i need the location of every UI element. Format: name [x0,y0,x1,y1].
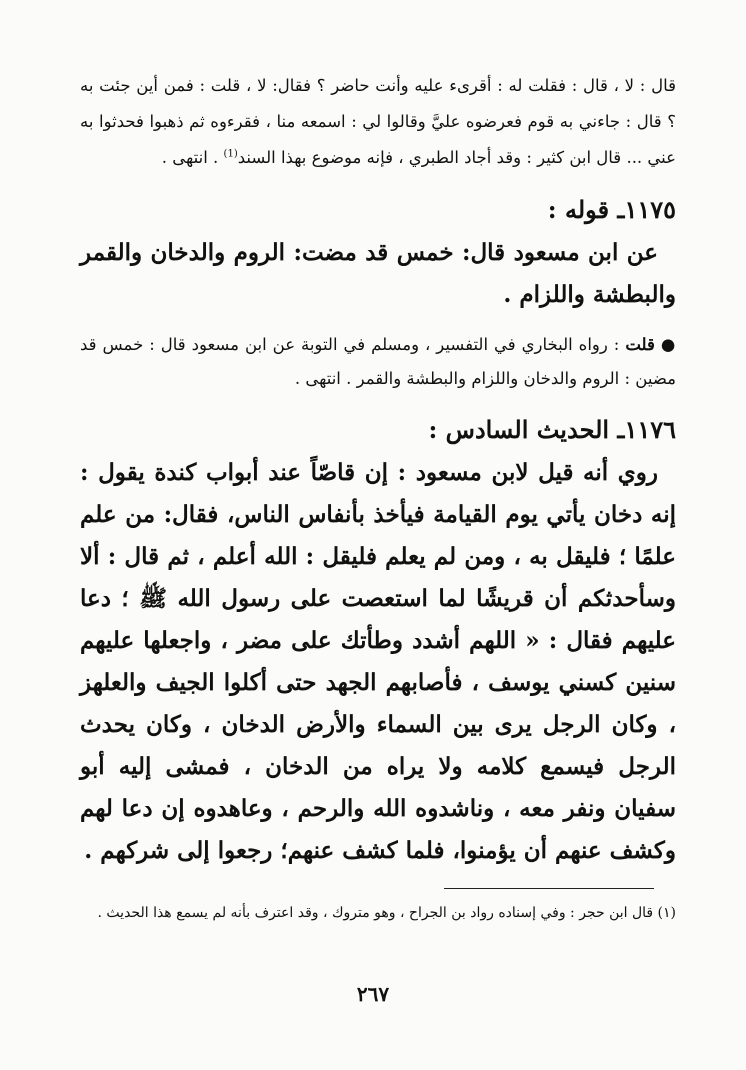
footnote: (١) قال ابن حجر : وفي إسناده رواد بن الجراح ، وهو متروك ، وقد اعترف بأنه لم يسمع هذا الحديث . [97,905,676,921]
section-1175-text: عن ابن مسعود قال: خمس قد مضت: الروم والدخان والقمر والبطشة واللزام . [80,239,676,308]
footnote-divider [444,888,654,889]
note-label: قلت [625,335,655,354]
section-1175-heading: ١١٧٥ـ قوله : [547,195,676,224]
section-1176-heading: ١١٧٦ـ الحديث السادس : [428,415,676,444]
section-1175-note [80,328,676,396]
intro-end: . انتهى . [161,148,224,167]
footnote-marker: (1) [223,148,238,160]
section-1176-text: روي أنه قيل لابن مسعود : إن قاصّاً عند أبواب كندة يقول : إنه دخان يأتي يوم القيامة فيأخذ بأنفاس الناس، فقال: من علم علمًا ؛ فليقل به ، ومن لم يعلم فليقل : الله أعلم ، ثم قال : ألا وسأحدثكم أن قريشًا لما استعصت على رسول الله ﷺ ؛ دعا عليهم فقال : « اللهم أشدد وطأتك على مضر ، واجعلها عليهم سنين كسني يوسف ، فأصابهم الجهد حتى أكلوا الجيف والعلهز ، وكان الرجل يرى بين السماء والأرض الدخان ، وكان يحدث الرجل فيسمع كلامه ولا يراه من الدخان ، فمشى إليه أبو سفيان ونفر معه ، وناشدوه الله والرحم ، وعاهدوه إن دعا لهم وكشف عنهم أن يؤمنوا، فلما كشف عنهم؛ رجعوا إلى شركهم . [80,459,676,864]
page-number: ٢٦٧ [356,982,390,1006]
page-body [80,68,676,872]
bullet-icon: ● [660,335,677,354]
intro-text: قال : لا ، قال : فقلت له : أقرىء عليه وأنت حاضر ؟ فقال: لا ، قلت : فمن أين جئت به ؟ قال : جاءني به قوم فعرضوه عليَّ وقالوا لي : اسمعه منا ، فقرءوه ثم ذهبوا فحدثوا به عني ... قال ابن كثير : وقد أجاد الطبري ، فإنه موضوع بهذا السند [80,76,676,167]
note-text: : رواه البخاري في التفسير ، ومسلم في التوبة عن ابن مسعود قال : خمس قد مضين : الروم والدخان واللزام والبطشة والقمر . انتهى . [80,335,676,388]
intro-paragraph [80,68,676,176]
